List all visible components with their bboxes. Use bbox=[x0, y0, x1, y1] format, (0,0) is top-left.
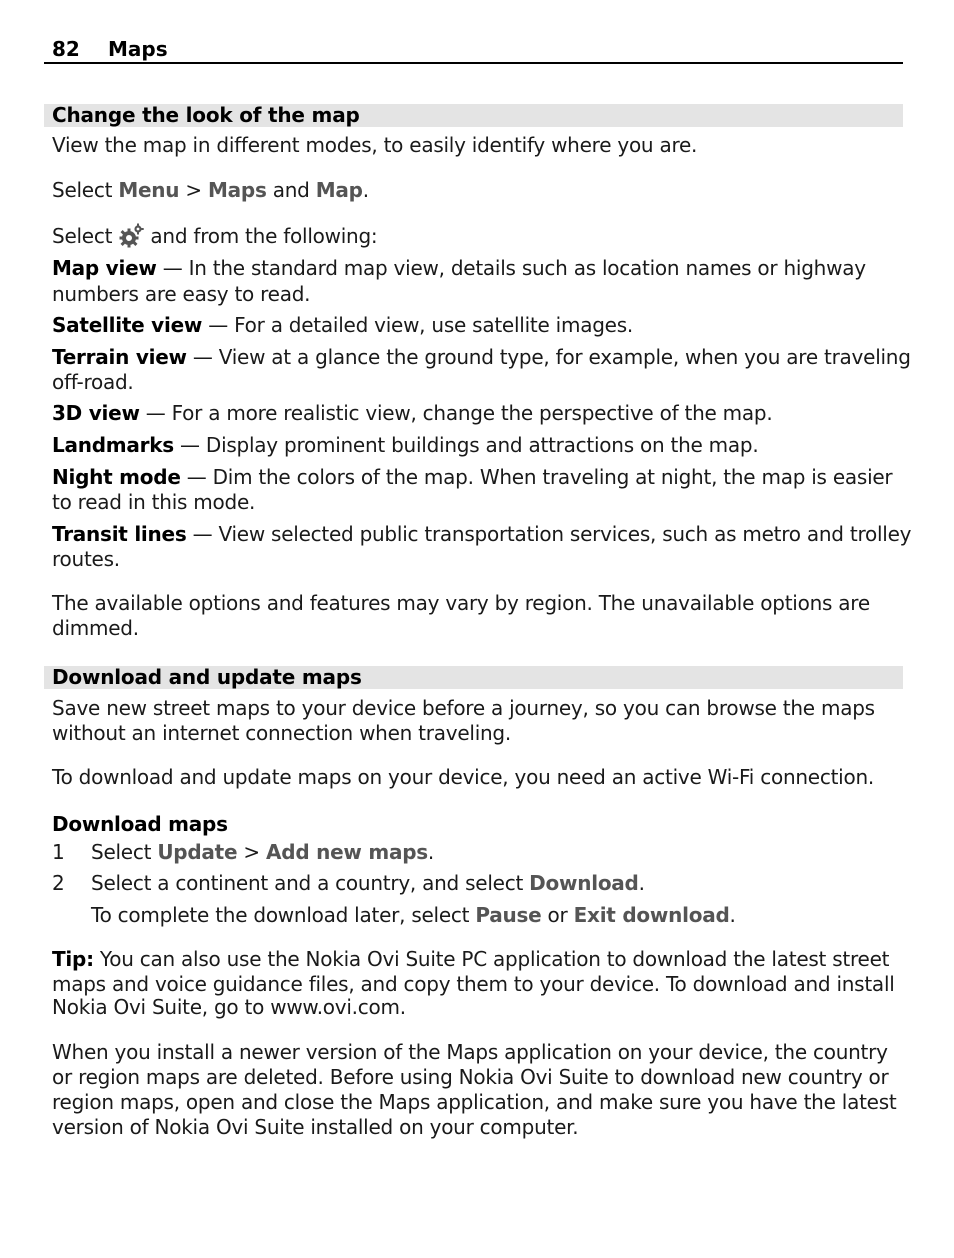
newer-version-paragraph: When you install a newer version of the Maps application on your device, the country bbox=[52, 1040, 888, 1064]
step-2-note: To complete the download later, select Pause or Exit download. bbox=[91, 903, 736, 927]
section-heading: Change the look of the map bbox=[52, 103, 360, 127]
add-new-maps-ui-label: Add new maps bbox=[266, 840, 428, 864]
option-term: Map view bbox=[52, 256, 157, 280]
option-transit-lines-cont: routes. bbox=[52, 547, 120, 571]
option-3d-view: 3D view — For a more realistic view, change the perspective of the map. bbox=[52, 401, 773, 425]
pause-ui-label: Pause bbox=[475, 903, 542, 927]
option-term: 3D view bbox=[52, 401, 140, 425]
save-maps-paragraph: Save new street maps to your device before a journey, so you can browse the maps bbox=[52, 696, 875, 720]
tip-paragraph: Tip: You can also use the Nokia Ovi Suite PC application to download the latest street bbox=[52, 947, 890, 971]
option-term: Landmarks bbox=[52, 433, 174, 457]
tip-label: Tip: bbox=[52, 947, 94, 971]
step-1: 1 Select Update > Add new maps. bbox=[52, 840, 435, 864]
download-ui-label: Download bbox=[529, 871, 639, 895]
tip-paragraph-cont: maps and voice guidance files, and copy them to your device. To download and install bbox=[52, 972, 895, 996]
running-header bbox=[44, 36, 903, 64]
newer-version-paragraph-cont: or region maps are deleted. Before using Nokia Ovi Suite to download new country or bbox=[52, 1065, 889, 1089]
availability-note: The available options and features may vary by region. The unavailable options are bbox=[52, 591, 870, 615]
option-term: Terrain view bbox=[52, 345, 187, 369]
step-number: 2 bbox=[52, 871, 65, 895]
settings-gear-icon bbox=[118, 223, 144, 249]
option-terrain-view-cont: off-road. bbox=[52, 370, 134, 394]
option-term: Transit lines bbox=[52, 522, 187, 546]
option-term: Night mode bbox=[52, 465, 181, 489]
newer-version-paragraph-cont: version of Nokia Ovi Suite installed on your computer. bbox=[52, 1115, 579, 1139]
option-transit-lines: Transit lines — View selected public transportation services, such as metro and trolley bbox=[52, 522, 912, 546]
menu-ui-label: Menu bbox=[118, 178, 180, 202]
section-heading: Download and update maps bbox=[52, 665, 362, 689]
maps-ui-label: Maps bbox=[208, 178, 267, 202]
download-maps-subheading: Download maps bbox=[52, 812, 228, 836]
select-menu-instruction: Select Menu > Maps and Map. bbox=[52, 178, 369, 202]
page-number: 82 bbox=[52, 37, 80, 61]
map-ui-label: Map bbox=[315, 178, 363, 202]
availability-note-cont: dimmed. bbox=[52, 616, 139, 640]
tip-paragraph-cont: Nokia Ovi Suite, go to www.ovi.com. bbox=[52, 995, 406, 1019]
save-maps-paragraph-cont: without an internet connection when traveling. bbox=[52, 721, 511, 745]
step-number: 1 bbox=[52, 840, 65, 864]
wifi-requirement-paragraph: To download and update maps on your device, you need an active Wi-Fi connection. bbox=[52, 765, 875, 789]
chapter-title: Maps bbox=[108, 37, 168, 61]
option-satellite-view: Satellite view — For a detailed view, use satellite images. bbox=[52, 313, 633, 337]
option-map-view: Map view — In the standard map view, details such as location names or highway bbox=[52, 256, 866, 280]
section-heading-band bbox=[44, 104, 903, 127]
option-night-mode-cont: to read in this mode. bbox=[52, 490, 256, 514]
newer-version-paragraph-cont: region maps, open and close the Maps application, and make sure you have the latest bbox=[52, 1090, 897, 1114]
exit-download-ui-label: Exit download bbox=[573, 903, 730, 927]
intro-paragraph: View the map in different modes, to easily identify where you are. bbox=[52, 133, 698, 157]
option-terrain-view: Terrain view — View at a glance the ground type, for example, when you are traveling bbox=[52, 345, 911, 369]
section-heading-band bbox=[44, 666, 903, 689]
option-night-mode: Night mode — Dim the colors of the map. When traveling at night, the map is easier bbox=[52, 465, 893, 489]
step-2: 2 Select a continent and a country, and select Download. bbox=[52, 871, 645, 895]
option-landmarks: Landmarks — Display prominent buildings and attractions on the map. bbox=[52, 433, 759, 457]
update-ui-label: Update bbox=[157, 840, 238, 864]
select-options-instruction: Select and from the following: bbox=[52, 224, 378, 248]
option-map-view-cont: numbers are easy to read. bbox=[52, 282, 311, 306]
option-term: Satellite view bbox=[52, 313, 203, 337]
